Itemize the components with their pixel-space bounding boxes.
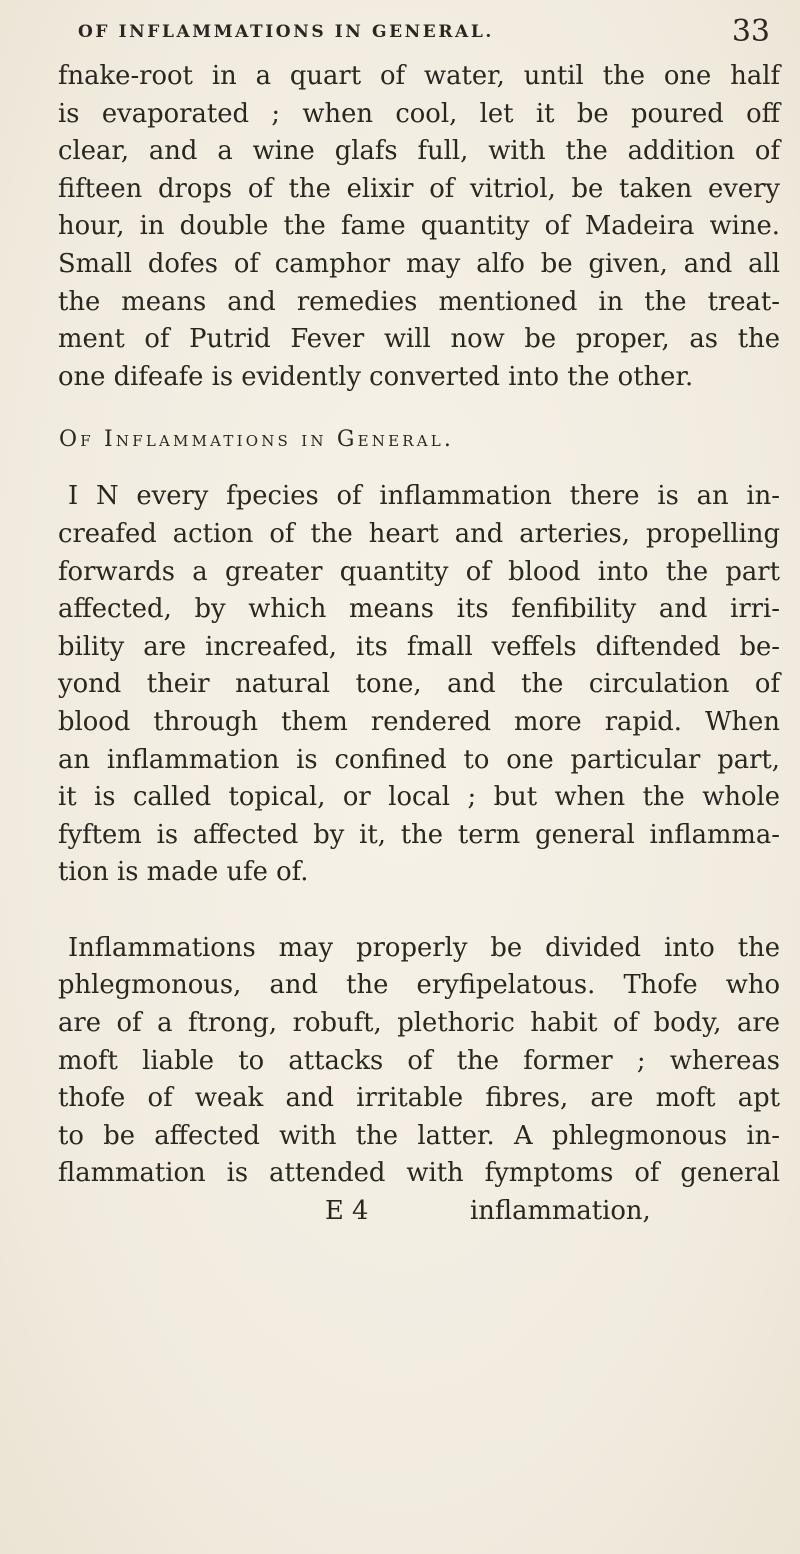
text-line: the means and remedies mentioned in the treat- [58,286,780,317]
text-line: thofe of weak and irritable fibres, are moft apt [58,1083,780,1114]
text-line: clear, and a wine glafs full, with the addition of [58,136,780,167]
text-line: affected, by which means its fenfibility and irri- [58,594,780,625]
signature-mark: E 4 [325,1196,369,1227]
page-header [0,14,800,54]
text-line: tion is made ufe of. [58,857,309,888]
text-line: yond their natural tone, and the circulation of [58,669,780,700]
text-line: are of a ftrong, robuft, plethoric habit of body, are [58,1008,780,1039]
page-number: 33 [731,14,770,49]
text-line: hour, in double the fame quantity of Madeira wine. [58,211,780,242]
text-line: creafed action of the heart and arteries, propelling [58,518,780,549]
paragraph-introduction [58,478,780,892]
text-line: one difeafe is evidently converted into the other. [58,361,694,392]
text-line: fifteen drops of the elixir of vitriol, be taken every [58,173,780,204]
paragraph-divisions [58,930,780,1193]
text-line: to be affected with the latter. A phlegmonous in- [58,1120,780,1151]
text-line: it is called topical, or local ; but when the whole [58,782,780,813]
body-text [58,58,780,1231]
text-line: Small dofes of camphor may alfo be given, and all [58,248,780,279]
paragraph-continuation [58,58,780,396]
page-footer [58,1193,780,1231]
text-line: ment of Putrid Fever will now be proper, as the [58,324,780,355]
text-line: moft liable to attacks of the former ; whereas [58,1045,780,1076]
paragraph-spacer [58,892,780,930]
text-line: bility are increafed, its fmall veffels diftended be- [58,631,780,662]
text-line: I N every fpecies of inflammation there is an in- [68,481,780,512]
text-line: phlegmonous, and the eryfipelatous. Thofe who [58,970,780,1001]
text-line: fyftem is affected by it, the term general inflamma- [58,819,780,850]
section-heading: Of Inflammations in General. [59,427,455,453]
catchword: inflammation, [470,1196,651,1227]
text-line: is evaporated ; when cool, let it be poured off [58,98,780,129]
text-line: an inflammation is confined to one particular part, [58,744,780,775]
running-head: OF INFLAMMATIONS IN GENERAL. [78,22,494,42]
text-line: fnake-root in a quart of water, until the one half [58,61,780,91]
text-line: forwards a greater quantity of blood into the part [58,556,780,587]
text-line: blood through them rendered more rapid. When [58,706,780,737]
text-line: Inflammations may properly be divided into the [68,932,780,963]
text-line: flammation is attended with fymptoms of general [58,1158,780,1189]
